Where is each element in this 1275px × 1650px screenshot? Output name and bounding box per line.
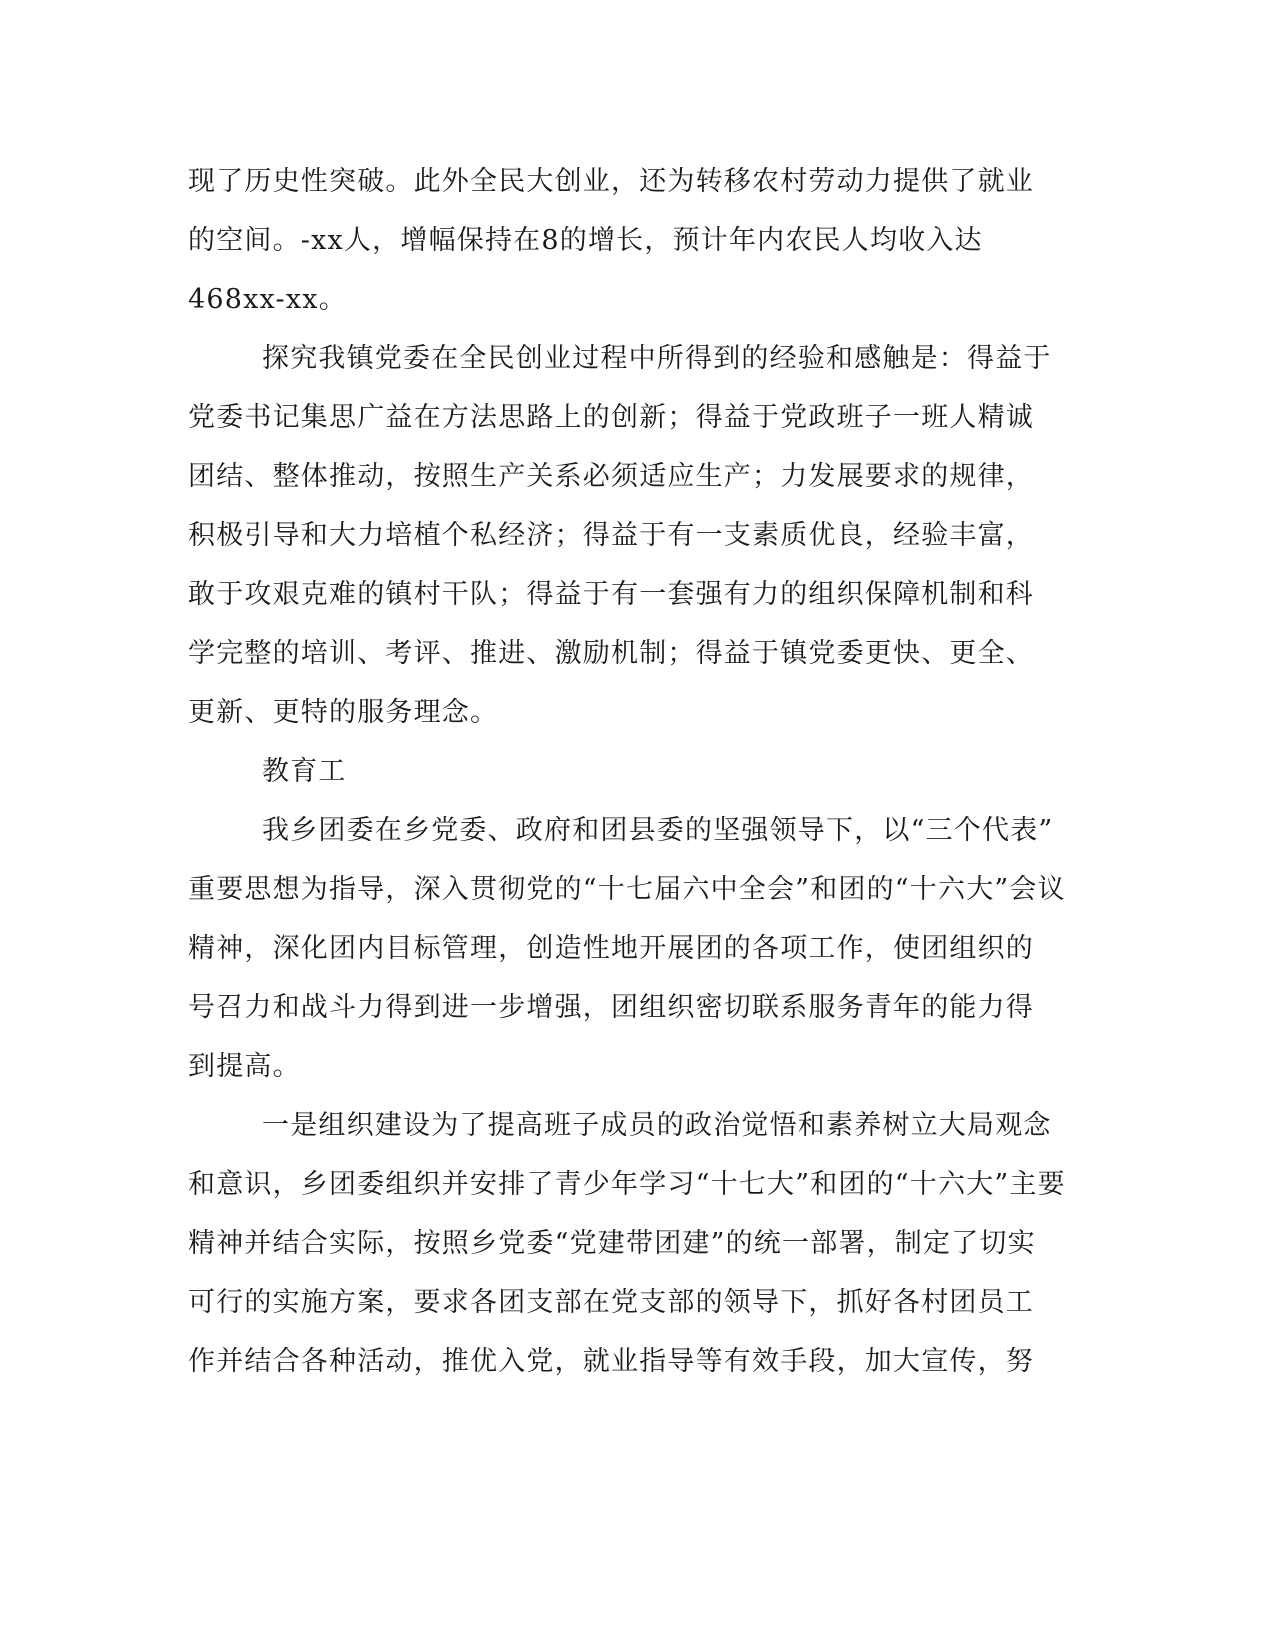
- text-line: 的空间。-xx人，增幅保持在8的增长，预计年内农民人均收入达: [188, 225, 983, 256]
- text-line: 和意识，乡团委组织并安排了青少年学习“十七大”和团的“十六大”主要: [188, 1169, 1066, 1200]
- section-heading: 教育工: [262, 756, 347, 787]
- text-line: 到提高。: [188, 1051, 301, 1082]
- text-line: 积极引导和大力培植个私经济；得益于有一支素质优良，经验丰富，: [188, 520, 1034, 551]
- text-line: 精神，深化团内目标管理，创造性地开展团的各项工作，使团组织的: [188, 933, 1034, 964]
- text-line: 作并结合各种活动，推优入党，就业指导等有效手段，加大宣传，努: [188, 1346, 1034, 1377]
- paragraph-start-line: 一是组织建设为了提高班子成员的政治觉悟和素养树立大局观念: [262, 1110, 1052, 1141]
- text-line: 党委书记集思广益在方法思路上的创新；得益于党政班子一班人精诚: [188, 402, 1034, 433]
- text-line: 精神并结合实际，按照乡党委“党建带团建”的统一部署，制定了切实: [188, 1228, 1036, 1259]
- text-line: 468xx-xx。: [188, 284, 347, 315]
- text-line: 现了历史性突破。此外全民大创业，还为转移农村劳动力提供了就业: [188, 166, 1034, 197]
- text-line: 号召力和战斗力得到进一步增强，团组织密切联系服务青年的能力得: [188, 992, 1034, 1023]
- text-line: 重要思想为指导，深入贯彻党的“十七届六中全会”和团的“十六大”会议: [188, 874, 1066, 905]
- text-line: 更新、更特的服务理念。: [188, 697, 499, 728]
- text-line: 敢于攻艰克难的镇村干队；得益于有一套强有力的组织保障机制和科: [188, 579, 1034, 610]
- paragraph-start-line: 探究我镇党委在全民创业过程中所得到的经验和感触是：得益于: [262, 343, 1052, 374]
- text-line: 学完整的培训、考评、推进、激励机制；得益于镇党委更快、更全、: [188, 638, 1034, 669]
- text-line: 可行的实施方案，要求各团支部在党支部的领导下，抓好各村团员工: [188, 1287, 1034, 1318]
- paragraph-start-line: 我乡团委在乡党委、政府和团县委的坚强领导下，以“三个代表”: [262, 815, 1054, 846]
- text-line: 团结、整体推动，按照生产关系必须适应生产；力发展要求的规律，: [188, 461, 1034, 492]
